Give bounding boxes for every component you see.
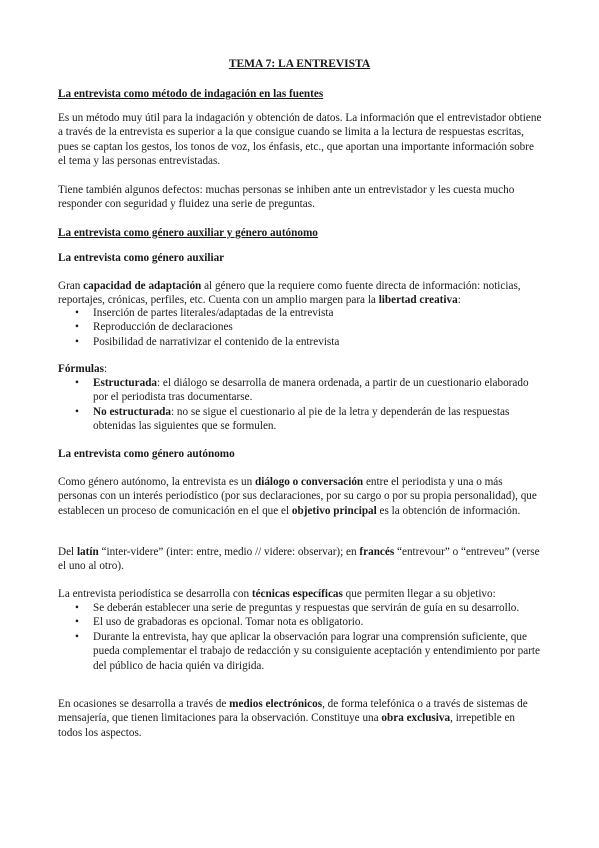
bullet-icon: •	[75, 630, 79, 643]
text-run: , irrepetible en todos los aspectos.	[58, 712, 516, 739]
text-run: Del	[58, 546, 77, 558]
bullet-icon: •	[75, 616, 79, 629]
text-run: La entrevista periodística se desarrolla con	[58, 588, 252, 600]
text-run: es la obtención de información.	[376, 504, 521, 517]
bold-term-libertad: libertad creativa	[378, 294, 458, 307]
list-item-text: El uso de grabadoras es opcional. Tomar nota es obligatorio.	[93, 616, 364, 629]
list-item-text: Se deberán establecer una serie de preguntas y respuestas que servirán de guía en su desarrollo.	[93, 602, 520, 614]
list-item-text: Posibilidad de narrativizar el contenido de la entrevista	[93, 335, 340, 348]
list-item	[58, 320, 542, 334]
bold-term-capacidad: capacidad de adaptación	[83, 280, 202, 292]
paragraph-indagacion-2: Tiene también algunos defectos: muchas personas se inhiben ante un entrevistador y les cuesta mucho responder con seguridad y fluidez una serie de preguntas.	[58, 184, 515, 211]
bullet-icon: •	[75, 335, 79, 348]
text-run: :	[104, 363, 108, 375]
text-run: :	[457, 294, 461, 307]
list-item-text: : no se sigue el cuestionario al pie de la letra y dependerán de las respuestas obtenidas las siguientes que se formulen.	[93, 405, 510, 433]
bullet-icon: •	[75, 377, 79, 389]
text-run: , de forma telefónica o a través de sistemas de mensajería, que tienen limitaciones para la observación. Constituye una	[58, 698, 528, 725]
list-item-text: Inserción de partes literales/adaptadas de la entrevista	[93, 307, 334, 319]
list-item	[58, 630, 542, 673]
bold-term-frances: francés	[359, 546, 395, 558]
list-item-text: : el diálogo se desarrolla de manera ordenada, a partir de un cuestionario elaborado por el periodista tras documentarse.	[93, 377, 529, 404]
bold-term-dialogo: diálogo o conversación	[254, 476, 364, 488]
list-item	[58, 376, 542, 405]
text-run: al género que la requiere como fuente directa de información: noticias, reportajes, crónicas, perfiles, etc. Cuenta con un amplio margen para la	[58, 280, 521, 307]
bullet-icon: •	[75, 405, 79, 418]
formulas-label-text: Fórmulas	[58, 363, 104, 375]
list-item	[58, 615, 542, 629]
formulas-label	[58, 362, 107, 376]
bold-term-latin: latín	[76, 546, 99, 558]
paragraph-autonomo-1	[58, 475, 542, 518]
section-heading-indagacion: La entrevista como método de indagación en las fuentes	[58, 88, 324, 100]
text-run: entre el periodista y una o más personas con un interés periodístico (por sus declaraciones, por su cargo o por su propia personalidad), que establecen un proceso de comunicación en el que el	[58, 476, 537, 517]
bold-term-tecnicas: técnicas específicas	[251, 588, 343, 600]
list-item-text: Reproducción de declaraciones	[93, 321, 233, 334]
bullet-icon: •	[75, 307, 79, 319]
formulas-bullet-list	[58, 376, 542, 434]
bullet-icon: •	[75, 602, 79, 614]
bold-term-medios: medios electrónicos	[229, 698, 323, 710]
paragraph-etimologia	[58, 545, 542, 574]
page-title: TEMA 7: LA ENTREVISTA	[228, 58, 371, 70]
list-item	[58, 335, 542, 349]
text-run: “entrevour” o “entreveu” (verse el uno al otro).	[58, 546, 540, 573]
list-item	[58, 405, 542, 434]
paragraph-tecnicas	[58, 587, 542, 601]
list-item-text: Durante la entrevista, hay que aplicar la observación para lograr una comprensión suficiente, que pueda complementar el trabajo de redacción y su consiguiente aceptación y entendimiento por parte del público de hacia quién va dirigida.	[93, 630, 541, 672]
bold-term-objetivo: objetivo principal	[291, 504, 377, 517]
list-item	[58, 601, 542, 615]
text-run: “inter-videre” (inter: entre, medio // videre: observar); en	[98, 546, 360, 558]
paragraph-indagacion-1: Es un método muy útil para la indagación y obtención de datos. La información que el entrevistador obtiene a través de la entrevista es superior a la que consigue cuando se limita a la lectura de respuestas escritas, pues se captan los gestos, los tonos de voz, los énfasis, etc., que aportan una importante información sobre el tema y las personas entrevistadas.	[58, 112, 542, 168]
bold-term-estructurada: Estructurada	[93, 377, 158, 389]
text-run: Gran	[58, 280, 84, 292]
section-heading-generos: La entrevista como género auxiliar y género autónomo	[58, 227, 318, 239]
subheading-genero-autonomo: La entrevista como género autónomo	[58, 448, 235, 460]
bold-term-obra-exclusiva: obra exclusiva	[381, 712, 451, 725]
bullet-icon: •	[75, 321, 79, 334]
text-run: que permiten llegar a su objetivo:	[342, 588, 496, 600]
text-run: Como género autónomo, la entrevista es un	[58, 476, 255, 488]
paragraph-auxiliar	[58, 279, 542, 308]
subheading-genero-auxiliar: La entrevista como género auxiliar	[58, 252, 225, 264]
auxiliar-bullet-list	[58, 306, 542, 349]
tecnicas-bullet-list	[58, 601, 542, 673]
paragraph-medios-electronicos	[58, 697, 542, 740]
text-run: En ocasiones se desarrolla a través de	[58, 698, 230, 710]
list-item	[58, 306, 542, 320]
bold-term-no-estructurada: No estructurada	[93, 405, 171, 418]
